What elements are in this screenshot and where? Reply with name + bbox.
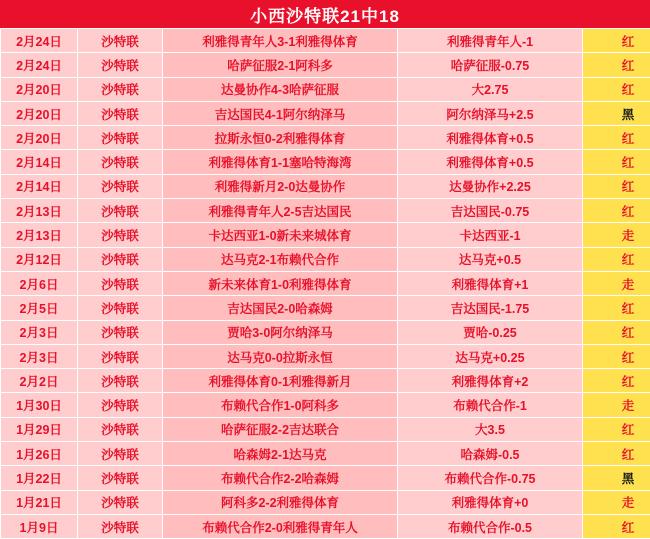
cell-league: 沙特联 [78,393,163,417]
cell-date: 2月12日 [1,247,78,271]
cell-result: 红 [583,174,650,198]
cell-match: 卡达西亚1-0新未来城体育 [163,223,398,247]
table-row [1,417,650,441]
cell-league: 沙特联 [78,126,163,150]
cell-line: 布赖代合作-0.75 [398,466,583,490]
cell-match: 布赖代合作2-0利雅得青年人 [163,514,398,538]
table-row [1,77,650,101]
cell-line: 卡达西亚-1 [398,223,583,247]
cell-league: 沙特联 [78,174,163,198]
match-results-table [0,28,650,539]
cell-line: 吉达国民-0.75 [398,199,583,223]
cell-result: 走 [583,271,650,295]
table-row [1,29,650,53]
table-row [1,466,650,490]
cell-line: 大2.75 [398,77,583,101]
cell-date: 2月20日 [1,101,78,125]
cell-match: 新未来体育1-0利雅得体育 [163,271,398,295]
table-row [1,514,650,538]
cell-league: 沙特联 [78,490,163,514]
table-row [1,150,650,174]
cell-match: 达马克0-0拉斯永恒 [163,344,398,368]
cell-date: 2月20日 [1,77,78,101]
cell-league: 沙特联 [78,150,163,174]
cell-date: 2月24日 [1,29,78,53]
cell-line: 阿尔纳泽马+2.5 [398,101,583,125]
table-row [1,393,650,417]
cell-match: 吉达国民4-1阿尔纳泽马 [163,101,398,125]
cell-league: 沙特联 [78,223,163,247]
table-row [1,223,650,247]
cell-match: 利雅得新月2-0达曼协作 [163,174,398,198]
cell-line: 达曼协作+2.25 [398,174,583,198]
cell-result: 红 [583,442,650,466]
cell-result: 红 [583,296,650,320]
table-row [1,271,650,295]
cell-match: 拉斯永恒0-2利雅得体育 [163,126,398,150]
table-row [1,296,650,320]
cell-date: 2月2日 [1,369,78,393]
table-row [1,101,650,125]
cell-date: 1月22日 [1,466,78,490]
cell-line: 达马克+0.25 [398,344,583,368]
cell-line: 贾哈-0.25 [398,320,583,344]
cell-result: 红 [583,77,650,101]
cell-line: 布赖代合作-1 [398,393,583,417]
cell-date: 2月13日 [1,199,78,223]
cell-match: 利雅得体育1-1塞哈特海湾 [163,150,398,174]
cell-result: 红 [583,320,650,344]
cell-line: 利雅得体育+2 [398,369,583,393]
table-row [1,369,650,393]
cell-league: 沙特联 [78,344,163,368]
cell-match: 布赖代合作1-0阿科多 [163,393,398,417]
cell-line: 利雅得青年人-1 [398,29,583,53]
cell-league: 沙特联 [78,442,163,466]
cell-date: 2月13日 [1,223,78,247]
cell-result: 红 [583,126,650,150]
cell-date: 2月24日 [1,53,78,77]
cell-line: 利雅得体育+0.5 [398,150,583,174]
cell-date: 1月21日 [1,490,78,514]
cell-line: 布赖代合作-0.5 [398,514,583,538]
cell-result: 红 [583,369,650,393]
cell-line: 利雅得体育+0.5 [398,126,583,150]
table-row [1,53,650,77]
cell-match: 布赖代合作2-2哈森姆 [163,466,398,490]
cell-league: 沙特联 [78,369,163,393]
cell-line: 哈森姆-0.5 [398,442,583,466]
cell-date: 1月26日 [1,442,78,466]
cell-result: 红 [583,344,650,368]
cell-match: 哈萨征服2-1阿科多 [163,53,398,77]
cell-match: 利雅得青年人2-5吉达国民 [163,199,398,223]
cell-match: 达曼协作4-3哈萨征服 [163,77,398,101]
cell-line: 大3.5 [398,417,583,441]
cell-match: 吉达国民2-0哈森姆 [163,296,398,320]
cell-date: 2月3日 [1,344,78,368]
cell-line: 达马克+0.5 [398,247,583,271]
cell-date: 1月9日 [1,514,78,538]
cell-match: 哈森姆2-1达马克 [163,442,398,466]
cell-league: 沙特联 [78,199,163,223]
cell-result: 红 [583,29,650,53]
cell-result: 红 [583,514,650,538]
cell-result: 红 [583,199,650,223]
cell-result: 红 [583,417,650,441]
page-title: 小西沙特联21中18 [0,0,650,28]
cell-date: 2月14日 [1,150,78,174]
cell-league: 沙特联 [78,417,163,441]
cell-result: 黑 [583,101,650,125]
cell-result: 红 [583,247,650,271]
cell-match: 利雅得体育0-1利雅得新月 [163,369,398,393]
cell-line: 利雅得体育+0 [398,490,583,514]
cell-league: 沙特联 [78,29,163,53]
cell-result: 走 [583,490,650,514]
table-row [1,344,650,368]
cell-date: 2月6日 [1,271,78,295]
table-row [1,490,650,514]
cell-result: 黑 [583,466,650,490]
cell-result: 走 [583,393,650,417]
cell-league: 沙特联 [78,247,163,271]
cell-league: 沙特联 [78,101,163,125]
cell-league: 沙特联 [78,320,163,344]
cell-date: 1月29日 [1,417,78,441]
cell-match: 利雅得青年人3-1利雅得体育 [163,29,398,53]
table-row [1,320,650,344]
table-row [1,247,650,271]
table-row [1,199,650,223]
cell-line: 利雅得体育+1 [398,271,583,295]
cell-result: 红 [583,53,650,77]
cell-date: 2月20日 [1,126,78,150]
cell-result: 走 [583,223,650,247]
cell-match: 阿科多2-2利雅得体育 [163,490,398,514]
cell-date: 2月5日 [1,296,78,320]
cell-line: 吉达国民-1.75 [398,296,583,320]
cell-date: 1月30日 [1,393,78,417]
cell-match: 哈萨征服2-2吉达联合 [163,417,398,441]
cell-league: 沙特联 [78,53,163,77]
cell-line: 哈萨征服-0.75 [398,53,583,77]
cell-league: 沙特联 [78,514,163,538]
cell-league: 沙特联 [78,271,163,295]
cell-date: 2月3日 [1,320,78,344]
table-row [1,126,650,150]
cell-league: 沙特联 [78,466,163,490]
cell-league: 沙特联 [78,296,163,320]
table-row [1,174,650,198]
cell-result: 红 [583,150,650,174]
cell-league: 沙特联 [78,77,163,101]
table-row [1,442,650,466]
cell-match: 达马克2-1布赖代合作 [163,247,398,271]
cell-match: 贾哈3-0阿尔纳泽马 [163,320,398,344]
cell-date: 2月14日 [1,174,78,198]
